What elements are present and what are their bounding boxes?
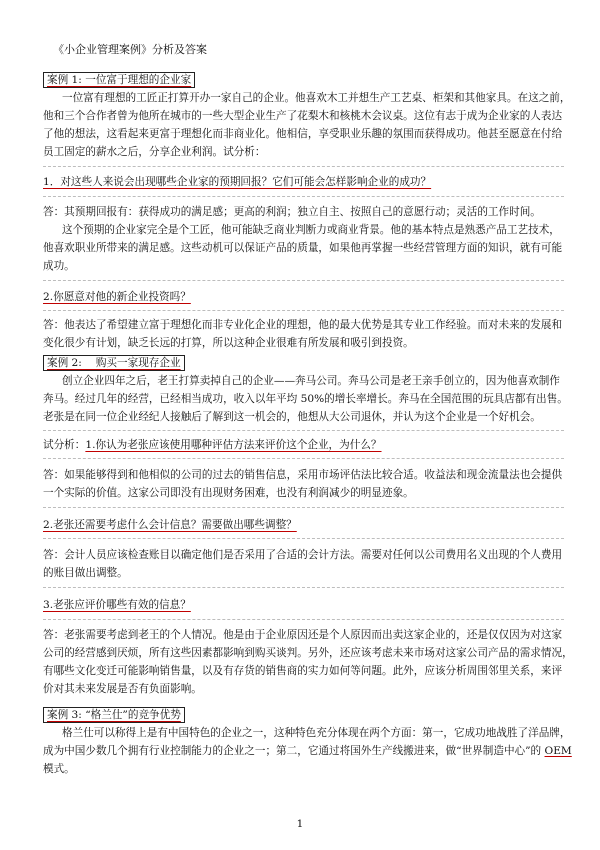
divider <box>43 587 564 588</box>
case1-answer-2-line: 变化很少有计划，缺乏长远的打算，所以这种企业很难有所发展和吸引到投资。 <box>43 337 414 349</box>
document-title: 《小企业管理案例》分析及答案 <box>53 43 207 56</box>
case1-question-2 <box>43 290 563 305</box>
case3-para-line: 格兰仕可以称得上是有中国特色的企业之一，这种特色充分体现在两个方面：第一，它成功地战胜了洋品牌， <box>62 727 571 739</box>
case2-question-3 <box>43 598 563 613</box>
case2-answer-2-line: 的账目做出调整。 <box>43 567 128 579</box>
case3-para-line <box>43 744 572 759</box>
case3-heading: 案例 3: “格兰仕”的竞争优势 <box>43 707 185 723</box>
case2-answer-3-line: 有哪些文化变迁可能影响销售量，以及有存货的销售商的实力如何等问题。此外，应该分析周围邻里关系，来评 <box>43 665 563 677</box>
case3-para-line: 模式。 <box>43 763 75 775</box>
case2-para-line: 创立企业四年之后，老王打算卖掉自己的企业——奔马公司。奔马公司是老王亲手创立的，因为他喜欢制作 <box>62 375 560 387</box>
divider <box>43 196 564 197</box>
case2-answer-3-line: 答：老张需要考虑到老王的个人情况。他是由于企业原因还是个人原因而出卖这家企业的，还是仅仅因为对这家 <box>43 629 563 641</box>
case2-question-1 <box>43 438 563 453</box>
divider <box>43 310 564 311</box>
case1-answer-2-line: 答：他表达了希望建立富于理想化而非专业化企业的理想，他的最大优势是其专业工作经验。而对未来的发展和 <box>43 319 563 331</box>
case1-para-line: 员工固定的薪水之后，分享企业利润。试分析： <box>43 146 266 158</box>
case1-heading: 案例 1: 一位富于理想的企业家 <box>43 72 195 88</box>
case2-para-line: 老张是在同一位企业经纪人接触后了解到这一机会的，他想从大公司退休，并认为这个企业是一个好机会。 <box>43 411 541 423</box>
case2-para-line: 奔马。经过几年的经营，已经相当成功，收入以年平均 50%的增长率增长。奔马在全国范围的玩具店都有出售。 <box>43 393 568 405</box>
case2-answer-2-line: 答：会计人员应该检查账目以确定他们是否采用了合适的会计方法。需要对任何以公司费用名义出现的个人费用 <box>43 549 563 561</box>
divider <box>43 538 564 539</box>
case1-answer-1-line: 答：其预期回报有：获得成功的满足感；更高的利润；独立自主、按照自己的意愿行动；灵活的工作时间。 <box>43 206 541 218</box>
case2-question-prefix: 试分析： <box>43 439 86 451</box>
case3-heading-row <box>43 707 563 723</box>
case2-heading: 案例 2: 购买一家现存企业 <box>43 355 185 371</box>
oem-term: OEM <box>544 745 572 757</box>
case2-answer-1-line: 答：如果能够得到和他相似的公司的过去的销售信息，采用市场评估法比较合适。收益法和现金流量法也会提供 <box>43 469 563 481</box>
case2-answer-3-line: 价对其未来发展是否有负面影响。 <box>43 683 202 695</box>
divider <box>43 280 564 281</box>
case1-answer-1-line: 他喜欢职业所带来的满足感。这些动机可以保证产品的质量，如果他再掌握一些经营管理方面的知识，就有可能 <box>43 242 563 254</box>
case1-para-line: 一位富有理想的工匠正打算开办一家自己的企业。他喜欢木工并想生产工艺桌、柜架和其他家具。在这之前， <box>62 92 571 104</box>
case2-heading-row <box>43 355 563 371</box>
divider <box>43 619 564 620</box>
case2-question-2 <box>43 518 563 533</box>
divider <box>43 166 564 167</box>
case1-para-line: 他和三个合作者曾为他所在城市的一些大型企业生产了花梨木和核桃木会议桌。这位有志于成为企业家的人表达 <box>43 110 563 122</box>
case1-answer-1-line: 这个预期的企业家完全是个工匠，他可能缺乏商业判断力或商业背景。他的基本特点是熟悉产品工艺技术， <box>62 224 560 236</box>
case3-para-text: 成为中国少数几个拥有行业控制能力的企业之一；第二，它通过将国外生产线搬进来，做“世界制造中心”的 <box>43 745 545 757</box>
case1-question-1 <box>43 175 563 190</box>
divider <box>43 458 564 459</box>
case2-question-2-text: 2.老张还需要考虑什么会计信息？需要做出哪些调整？ <box>43 519 297 531</box>
divider <box>43 507 564 508</box>
divider <box>43 430 564 431</box>
case2-question-3-text: 3.老张应评价哪些有效的信息？ <box>43 599 191 611</box>
case1-question-2-text: 2.你愿意对他的新企业投资吗？ <box>43 291 191 303</box>
page-number: 1 <box>296 818 304 830</box>
case1-question-1-text: 1．对这些人来说会出现哪些企业家的预期回报？它们可能会怎样影响企业的成功？ <box>43 176 432 188</box>
case1-para-line: 了他的想法，这看起来更富于理想化而非商业化。他相信，享受职业乐趣的氛围而获得成功。他甚至愿意在付给 <box>43 128 563 140</box>
case1-answer-1-line: 成功。 <box>43 260 75 272</box>
case2-answer-3-line: 公司的经营感到厌烦，所有这些因素都影响到购买谈判。另外，还应该考虑未来市场对这家公司产品的需求情况， <box>43 647 573 659</box>
case2-answer-1-line: 一个实际的价值。这家公司即没有出现财务困难，也没有利润减少的明显迹象。 <box>43 487 414 499</box>
case2-question-1-text: 1.你认为老张应该使用哪种评估方法来评价这个企业，为什么？ <box>85 439 382 451</box>
case1-heading-row <box>43 72 563 88</box>
